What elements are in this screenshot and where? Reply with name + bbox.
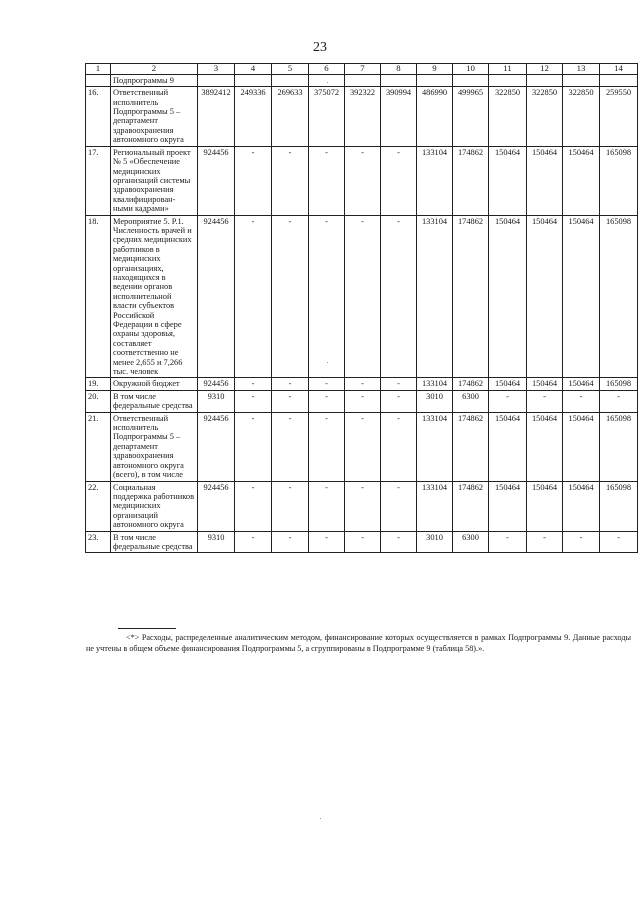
row-number: 18. [86,215,111,378]
row-name: Ответственный исполнитель Подпрограммы 5 – департамент здравоохранения автономного округа (всего), в том числе [111,412,198,481]
value-cell: 133104 [417,412,453,481]
value-cell: - [381,481,417,531]
value-cell: - [381,215,417,378]
value-cell: 165098 [600,412,638,481]
page-number: 23 [313,40,327,55]
column-number: 8 [381,64,417,75]
value-cell: 150464 [527,378,563,390]
empty-cell [600,74,638,86]
table-row [86,378,638,390]
value-cell: 924456 [198,378,235,390]
value-cell: - [309,481,345,531]
value-cell: - [563,390,600,412]
value-cell: 150464 [489,215,527,378]
value-cell: - [600,531,638,553]
value-cell: - [272,390,309,412]
table-row [86,146,638,215]
column-number-row [86,64,638,75]
value-cell: 150464 [563,378,600,390]
row-number: 22. [86,481,111,531]
value-cell: - [309,531,345,553]
value-cell: 249336 [235,87,272,146]
value-cell: 150464 [527,215,563,378]
value-cell: 150464 [563,146,600,215]
value-cell: 486990 [417,87,453,146]
financing-table [85,63,638,553]
value-cell: 322850 [527,87,563,146]
value-cell: - [381,390,417,412]
value-cell: - [309,412,345,481]
value-cell: - [527,390,563,412]
value-cell: 133104 [417,481,453,531]
value-cell: - [235,390,272,412]
value-cell: - [345,146,381,215]
table-row [86,87,638,146]
column-number: 11 [489,64,527,75]
value-cell: - [381,531,417,553]
value-cell: - [345,215,381,378]
value-cell: 165098 [600,146,638,215]
value-cell: 150464 [563,481,600,531]
value-cell: - [489,390,527,412]
table-row [86,412,638,481]
value-cell: - [345,412,381,481]
value-cell: - [272,412,309,481]
empty-cell [235,74,272,86]
value-cell: - [489,531,527,553]
value-cell: 165098 [600,215,638,378]
empty-cell [198,74,235,86]
continuation-row [86,74,638,86]
value-cell: 924456 [198,215,235,378]
value-cell: - [381,146,417,215]
value-cell: 3010 [417,390,453,412]
value-cell: 165098 [600,481,638,531]
value-cell: - [381,412,417,481]
value-cell: - [309,146,345,215]
row-name: В том числе федеральные средства [111,531,198,553]
row-number: 19. [86,378,111,390]
value-cell: - [600,390,638,412]
value-cell: 322850 [563,87,600,146]
row-number-cell [86,74,111,86]
value-cell: 133104 [417,378,453,390]
footnote: <*> Расходы, распределенные аналитическим методом, финансирование которых осуществляется в рамках Подпрограммы 9. Данные расходы не учтены в общем объеме финансирования Подпрограммы 5, а сгруппированы в Подпрограмме 9 (таблица 58).». [86,633,631,654]
value-cell: 6300 [453,390,489,412]
value-cell: 392322 [345,87,381,146]
value-cell: - [309,215,345,378]
value-cell: 133104 [417,146,453,215]
row-number: 21. [86,412,111,481]
row-name: Окружной бюджет [111,378,198,390]
table-row [86,390,638,412]
value-cell: - [527,531,563,553]
value-cell: - [309,378,345,390]
row-number: 20. [86,390,111,412]
value-cell: 150464 [563,215,600,378]
column-number: 4 [235,64,272,75]
value-cell: 150464 [489,378,527,390]
value-cell: 174862 [453,481,489,531]
column-number: 3 [198,64,235,75]
row-number: 23. [86,531,111,553]
value-cell: 150464 [489,146,527,215]
column-number: 12 [527,64,563,75]
value-cell: 259550 [600,87,638,146]
column-number: 9 [417,64,453,75]
value-cell: - [272,378,309,390]
column-number: 2 [111,64,198,75]
value-cell: - [381,378,417,390]
value-cell: - [345,531,381,553]
scan-speck [327,82,328,83]
value-cell: - [345,390,381,412]
value-cell: - [272,531,309,553]
value-cell: - [309,390,345,412]
value-cell: 924456 [198,481,235,531]
value-cell: - [272,481,309,531]
value-cell: - [235,215,272,378]
value-cell: 150464 [527,146,563,215]
value-cell: 499965 [453,87,489,146]
continuation-label: Подпрограммы 9 [111,74,198,86]
value-cell: 9310 [198,531,235,553]
value-cell: 165098 [600,378,638,390]
value-cell: 174862 [453,378,489,390]
row-name: В том числе федеральные средства [111,390,198,412]
row-name: Региональный проект № 5 «Обеспечение медицинских организаций системы здравоохранения квалифицирован-ными кадрами» [111,146,198,215]
empty-cell [417,74,453,86]
row-name: Мероприятие 5. Р.1. Численность врачей и средних медицинских работников в медицинских организациях, находящихся в ведении органов исполнительной власти субъектов Российской Федерации в сфере охраны здоровья, составляет соответственно не менее 2,655 и 7,266 тыс. человек [111,215,198,378]
value-cell: - [563,531,600,553]
value-cell: 150464 [527,412,563,481]
value-cell: 924456 [198,412,235,481]
value-cell: - [235,146,272,215]
row-number: 16. [86,87,111,146]
value-cell: 150464 [563,412,600,481]
column-number: 5 [272,64,309,75]
scan-speck [320,818,321,819]
value-cell: 375072 [309,87,345,146]
value-cell: 269633 [272,87,309,146]
table-body [86,64,638,553]
table-row [86,531,638,553]
value-cell: 3010 [417,531,453,553]
value-cell: - [272,215,309,378]
table-row [86,215,638,378]
value-cell: 174862 [453,146,489,215]
empty-cell [489,74,527,86]
value-cell: - [235,412,272,481]
value-cell: - [345,378,381,390]
value-cell: 174862 [453,412,489,481]
value-cell: - [235,531,272,553]
empty-cell [453,74,489,86]
row-number: 17. [86,146,111,215]
empty-cell [272,74,309,86]
empty-cell [309,74,345,86]
empty-cell [527,74,563,86]
scan-speck [327,362,328,363]
value-cell: - [345,481,381,531]
empty-cell [563,74,600,86]
value-cell: 150464 [489,412,527,481]
value-cell: 150464 [527,481,563,531]
value-cell: 150464 [489,481,527,531]
value-cell: - [235,481,272,531]
column-number: 14 [600,64,638,75]
value-cell: 9310 [198,390,235,412]
empty-cell [345,74,381,86]
column-number: 13 [563,64,600,75]
value-cell: 133104 [417,215,453,378]
column-number: 6 [309,64,345,75]
value-cell: 174862 [453,215,489,378]
value-cell: 3892412 [198,87,235,146]
empty-cell [381,74,417,86]
column-number: 1 [86,64,111,75]
value-cell: 924456 [198,146,235,215]
footnote-divider [118,628,176,629]
value-cell: - [272,146,309,215]
value-cell: - [235,378,272,390]
column-number: 7 [345,64,381,75]
value-cell: 322850 [489,87,527,146]
row-name: Ответственный исполнитель Подпрограммы 5 – департамент здравоохранения автономного округа [111,87,198,146]
value-cell: 390994 [381,87,417,146]
value-cell: 6300 [453,531,489,553]
row-name: Социальная поддержка работников медицинских организаций автономного округа [111,481,198,531]
column-number: 10 [453,64,489,75]
table-row [86,481,638,531]
